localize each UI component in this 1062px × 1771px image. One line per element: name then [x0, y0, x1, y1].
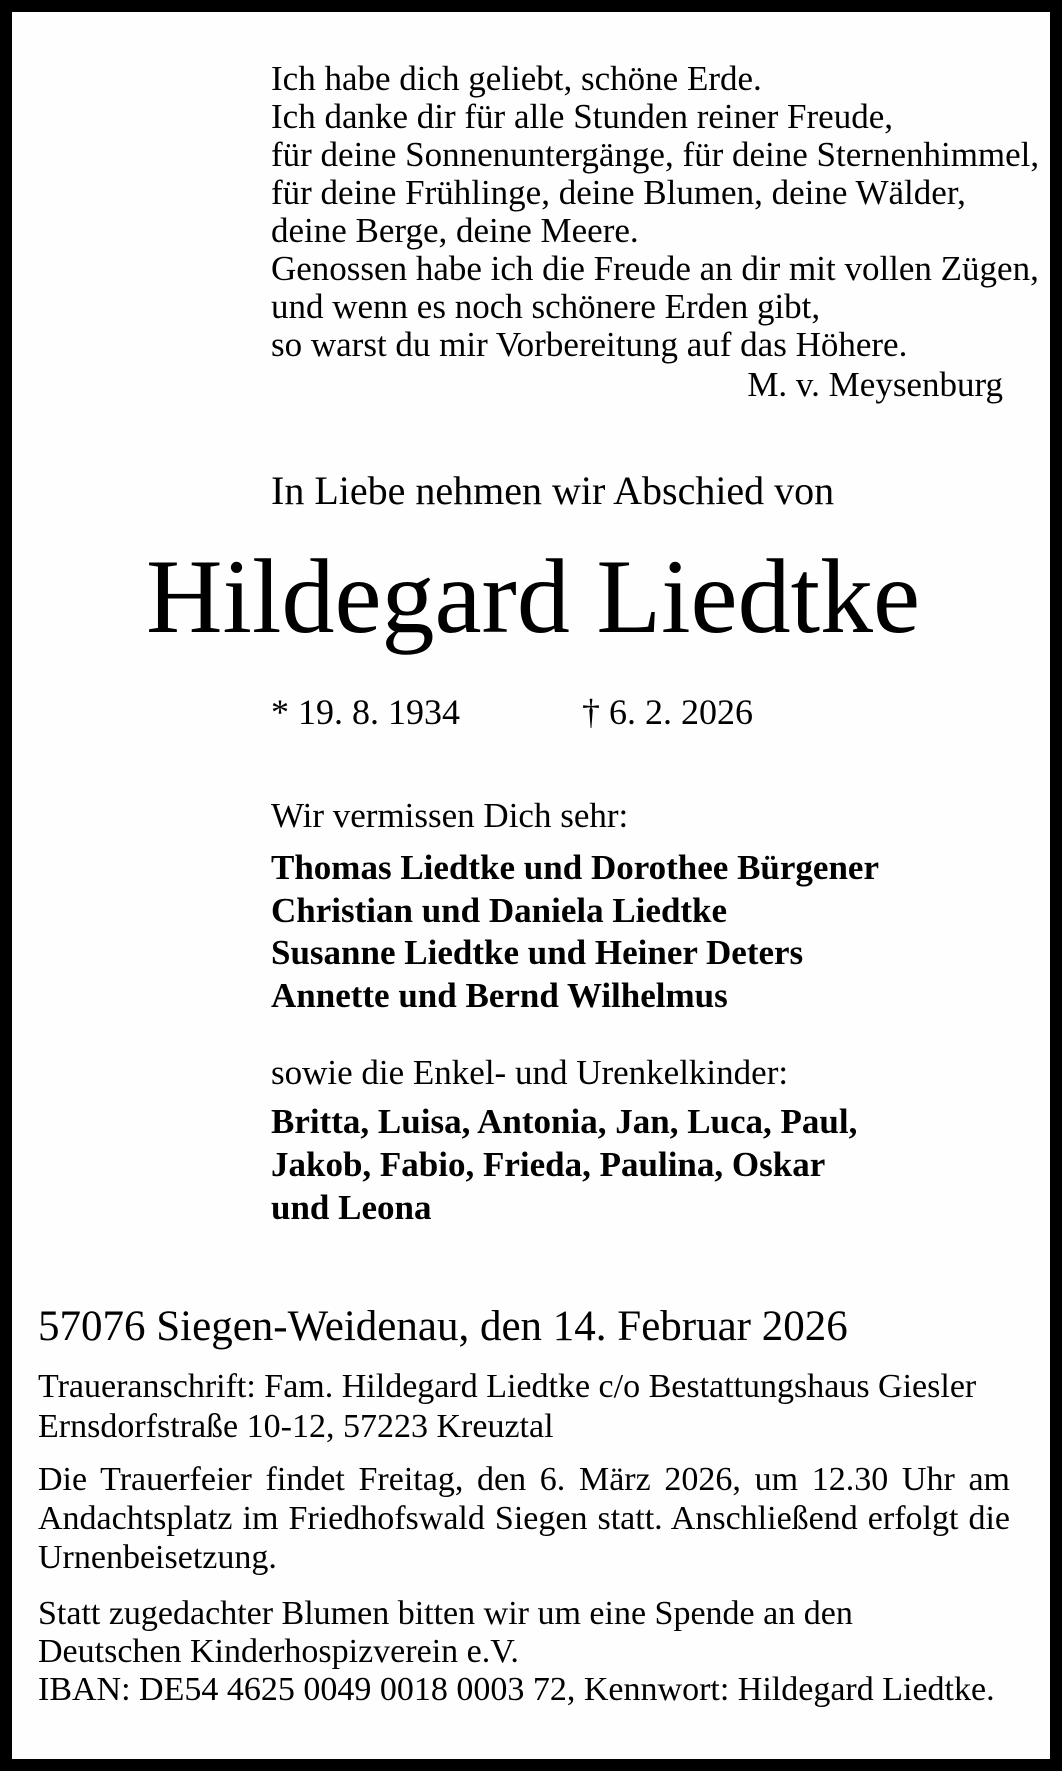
funeral-service-info — [38, 1460, 1010, 1577]
donation-info-line: Statt zugedachter Blumen bitten wir um eine Spende an den — [38, 1595, 853, 1632]
grandchildren-line: und Leona — [271, 1188, 432, 1227]
farewell-intro: In Liebe nehmen wir Abschied von — [271, 468, 835, 513]
grandchildren-line: Britta, Luisa, Antonia, Jan, Luca, Paul, — [271, 1102, 858, 1141]
condolence-address-line: Traueranschrift: Fam. Hildegard Liedtke c/o Bestattungshaus Giesler — [38, 1368, 977, 1405]
poem-line: deine Berge, deine Meere. — [271, 211, 639, 250]
poem-line: und wenn es noch schönere Erden gibt, — [271, 287, 821, 326]
poem-line: so warst du mir Vorbereitung auf das Höhere. — [271, 325, 908, 364]
condolence-address-line: Ernsdorfstraße 10-12, 57223 Kreuztal — [38, 1408, 554, 1445]
mourners-intro: Wir vermissen Dich sehr: — [271, 796, 629, 835]
poem-line: Ich danke dir für alle Stunden reiner Freude, — [271, 97, 893, 136]
donation-info-line: Deutschen Kinderhospizverein e.V. — [38, 1633, 519, 1670]
condolence-address — [38, 1367, 976, 1447]
grandchildren-line: Jakob, Fabio, Frieda, Paulina, Oskar — [271, 1145, 826, 1184]
death-date: † 6. 2. 2026 — [582, 692, 753, 732]
grandchildren-intro: sowie die Enkel- und Urenkelkinder: — [271, 1053, 789, 1092]
poem-line: Genossen habe ich die Freude an dir mit vollen Zügen, — [271, 249, 1039, 288]
poem-line: für deine Sonnenuntergänge, für deine Sternenhimmel, — [271, 135, 1040, 174]
family-member-line: Christian und Daniela Liedtke — [271, 890, 728, 930]
family-member-line: Annette und Bernd Wilhelmus — [271, 975, 728, 1015]
donation-info-line: IBAN: DE54 4625 0049 0018 0003 72, Kennwort: Hildegard Liedtke. — [38, 1671, 995, 1708]
service-info-line: Urnenbeisetzung. — [38, 1539, 277, 1576]
family-member-line: Thomas Liedtke und Dorothee Bürgener — [271, 848, 879, 887]
poem-line: für deine Frühlinge, deine Blumen, deine Wälder, — [271, 173, 966, 212]
poem — [271, 60, 1039, 364]
family-members — [271, 847, 879, 1017]
birth-date: * 19. 8. 1934 — [271, 692, 460, 732]
service-info-line: Andachtsplatz im Friedhofswald Siegen statt. Anschließend erfolgt die — [38, 1500, 1010, 1537]
poem-attribution: M. v. Meysenburg — [747, 365, 1003, 404]
place-and-date: 57076 Siegen-Weidenau, den 14. Februar 2026 — [38, 1303, 848, 1350]
deceased-name: Hildegard Liedtke — [146, 538, 921, 655]
poem-line: Ich habe dich geliebt, schöne Erde. — [271, 59, 762, 98]
life-dates — [271, 692, 753, 732]
family-member-line: Susanne Liedtke und Heiner Deters — [271, 933, 804, 972]
grandchildren-names — [271, 1100, 857, 1229]
donation-info — [38, 1595, 995, 1709]
service-info-line: Die Trauerfeier findet Freitag, den 6. März 2026, um 12.30 Uhr am — [38, 1461, 1010, 1498]
